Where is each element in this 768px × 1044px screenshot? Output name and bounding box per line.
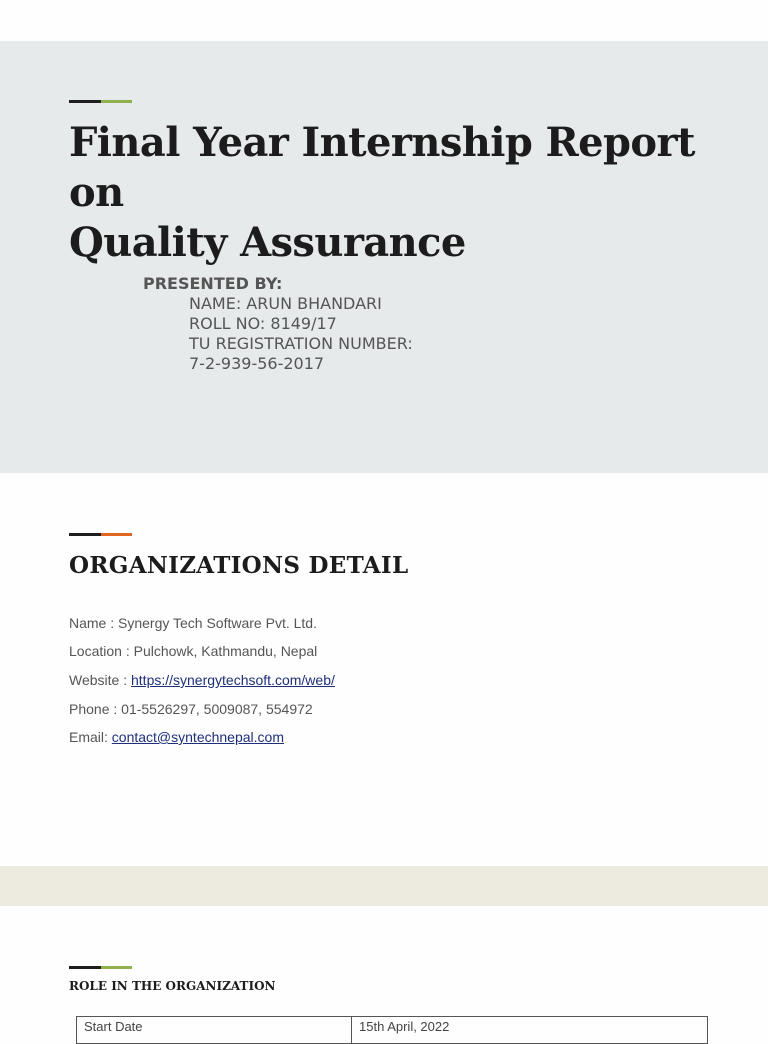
presented-by-heading: PRESENTED BY: (143, 274, 283, 293)
presenter-reg-number: 7-2-939-56-2017 (189, 354, 325, 373)
accent-orange (101, 533, 132, 536)
org-website-label: Website : (69, 672, 131, 688)
report-title (69, 118, 729, 268)
org-phone-label: Phone : (69, 701, 122, 717)
org-website-row (69, 671, 335, 689)
org-name-row (69, 614, 317, 632)
report-title-line-2: Quality Assurance (69, 219, 466, 266)
org-website-link[interactable]: https://synergytechsoft.com/web/ (131, 672, 335, 688)
org-section-title: ORGANIZATIONS DETAIL (69, 552, 409, 579)
role-start-date-label: Start Date (77, 1017, 352, 1044)
org-email-row (69, 728, 284, 746)
org-phone-row (69, 700, 313, 718)
org-email-link[interactable]: contact@syntechnepal.com (111, 729, 284, 745)
presenter-roll-no: ROLL NO: 8149/17 (189, 314, 337, 333)
org-phone-value: 01-5526297, 5009087, 554972 (121, 701, 313, 717)
report-title-line-1: Final Year Internship Report on (69, 119, 695, 216)
accent-green (101, 100, 132, 103)
presenter-reg-label: TU REGISTRATION NUMBER: (189, 334, 413, 353)
org-location-label: Location : (69, 643, 134, 659)
role-section-title: ROLE IN THE ORGANIZATION (69, 979, 276, 993)
table-row (77, 1017, 708, 1044)
org-name-label: Name : (69, 615, 119, 631)
org-accent-bar (69, 533, 132, 536)
role-start-date-value: 15th April, 2022 (352, 1017, 708, 1044)
role-table (76, 1016, 708, 1044)
org-location-row (69, 642, 317, 660)
section-divider-band (0, 866, 768, 906)
role-accent-bar (69, 966, 132, 969)
accent-green (101, 966, 132, 969)
org-location-value: Pulchowk, Kathmandu, Nepal (133, 643, 318, 659)
title-accent-bar (69, 100, 132, 103)
presenter-name: NAME: ARUN BHANDARI (189, 294, 382, 313)
org-email-label: Email: (69, 729, 112, 745)
org-name-value: Synergy Tech Software Pvt. Ltd. (118, 615, 317, 631)
